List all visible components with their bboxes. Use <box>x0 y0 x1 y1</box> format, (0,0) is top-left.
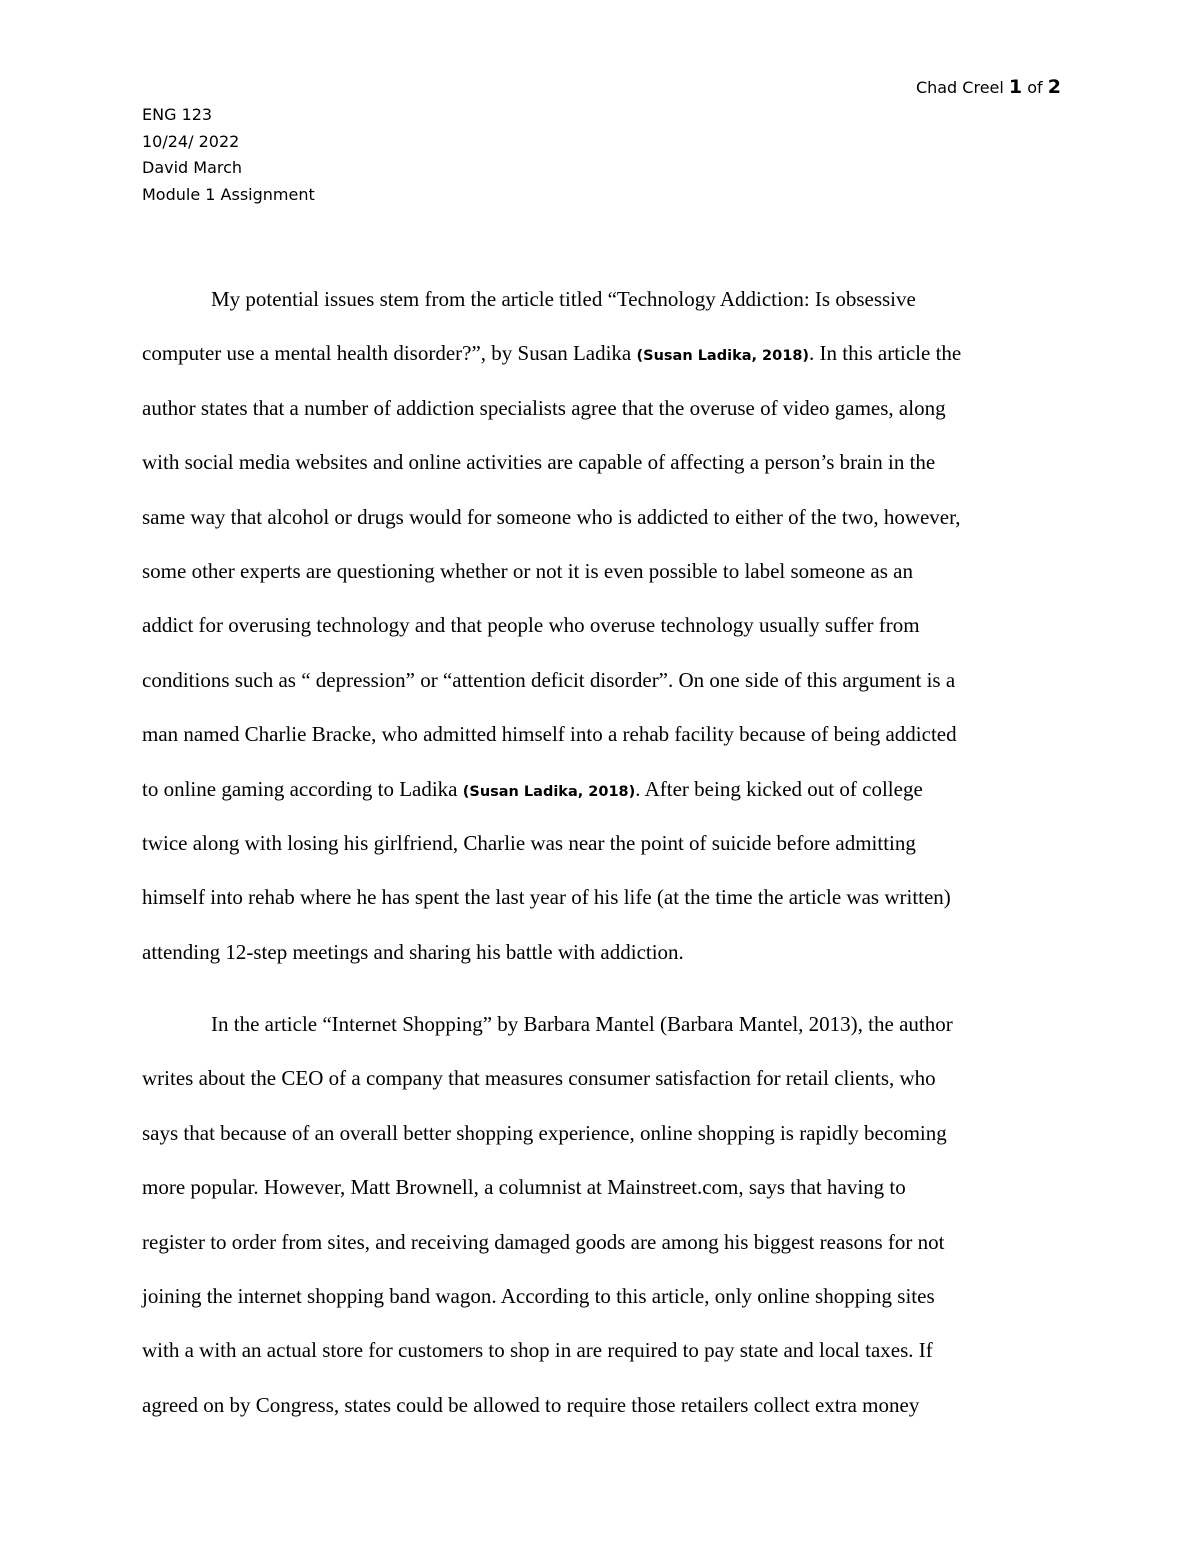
text-line <box>142 326 1067 380</box>
text-segment: computer use a mental health disorder?”, by Susan Ladika <box>142 341 637 366</box>
heading-date: 10/24/ 2022 <box>142 131 240 151</box>
text-segment: to online gaming according to Ladika <box>142 776 463 801</box>
paragraph-1 <box>142 272 1067 979</box>
text-line: joining the internet shopping band wagon. According to this article, only online shopping sites <box>142 1284 935 1309</box>
text-line: himself into rehab where he has spent the last year of his life (at the time the article was written) <box>142 885 951 910</box>
text-line: addict for overusing technology and that people who overuse technology usually suffer from <box>142 613 920 638</box>
text-line: writes about the CEO of a company that measures consumer satisfaction for retail clients, who <box>142 1066 936 1091</box>
header-page-current: 1 <box>1008 76 1023 98</box>
heading-instructor: David March <box>142 158 243 177</box>
page-header <box>916 76 1061 99</box>
text-segment: . After being kicked out of college <box>635 776 923 801</box>
text-line: attending 12-step meetings and sharing his battle with addiction. <box>142 939 684 964</box>
text-line: with social media websites and online activities are capable of affecting a person’s brain in the <box>142 450 936 475</box>
text-line: conditions such as “ depression” or “attention deficit disorder”. On one side of this argument is a <box>142 667 956 692</box>
paragraph-2 <box>142 997 1067 1432</box>
text-segment: . In this article the <box>809 341 962 366</box>
text-line: agreed on by Congress, states could be allowed to require those retailers collect extra money <box>142 1392 920 1417</box>
text-line: with a with an actual store for customers to shop in are required to pay state and local taxes. If <box>142 1338 933 1363</box>
header-of: of <box>1027 78 1043 97</box>
header-page-total: 2 <box>1047 76 1061 98</box>
text-line: says that because of an overall better shopping experience, online shopping is rapidly becoming <box>142 1120 947 1145</box>
essay-body <box>142 272 1067 1432</box>
text-line: In the article “Internet Shopping” by Barbara Mantel (Barbara Mantel, 2013), the author <box>211 1012 953 1037</box>
text-line: author states that a number of addiction specialists agree that the overuse of video games, along <box>142 395 946 420</box>
text-line: man named Charlie Bracke, who admitted himself into a rehab facility because of being addicted <box>142 722 957 747</box>
text-line: same way that alcohol or drugs would for someone who is addicted to either of the two, however, <box>142 504 961 529</box>
text-line: My potential issues stem from the article titled “Technology Addiction: Is obsessive <box>211 287 916 311</box>
text-line: some other experts are questioning whether or not it is even possible to label someone as an <box>142 558 913 583</box>
text-line: twice along with losing his girlfriend, Charlie was near the point of suicide before admitting <box>142 830 916 855</box>
heading-assignment: Module 1 Assignment <box>142 184 315 204</box>
text-line: more popular. However, Matt Brownell, a columnist at Mainstreet.com, says that having to <box>142 1175 906 1200</box>
text-line: register to order from sites, and receiving damaged goods are among his biggest reasons for not <box>142 1229 945 1254</box>
citation: (Susan Ladika, 2018) <box>462 783 636 800</box>
citation: (Susan Ladika, 2018) <box>636 348 810 365</box>
heading-block <box>142 102 315 208</box>
header-author: Chad Creel <box>915 78 1004 97</box>
paragraph-spacer <box>142 979 1067 997</box>
text-line <box>142 762 1067 816</box>
heading-course: ENG 123 <box>142 105 213 124</box>
